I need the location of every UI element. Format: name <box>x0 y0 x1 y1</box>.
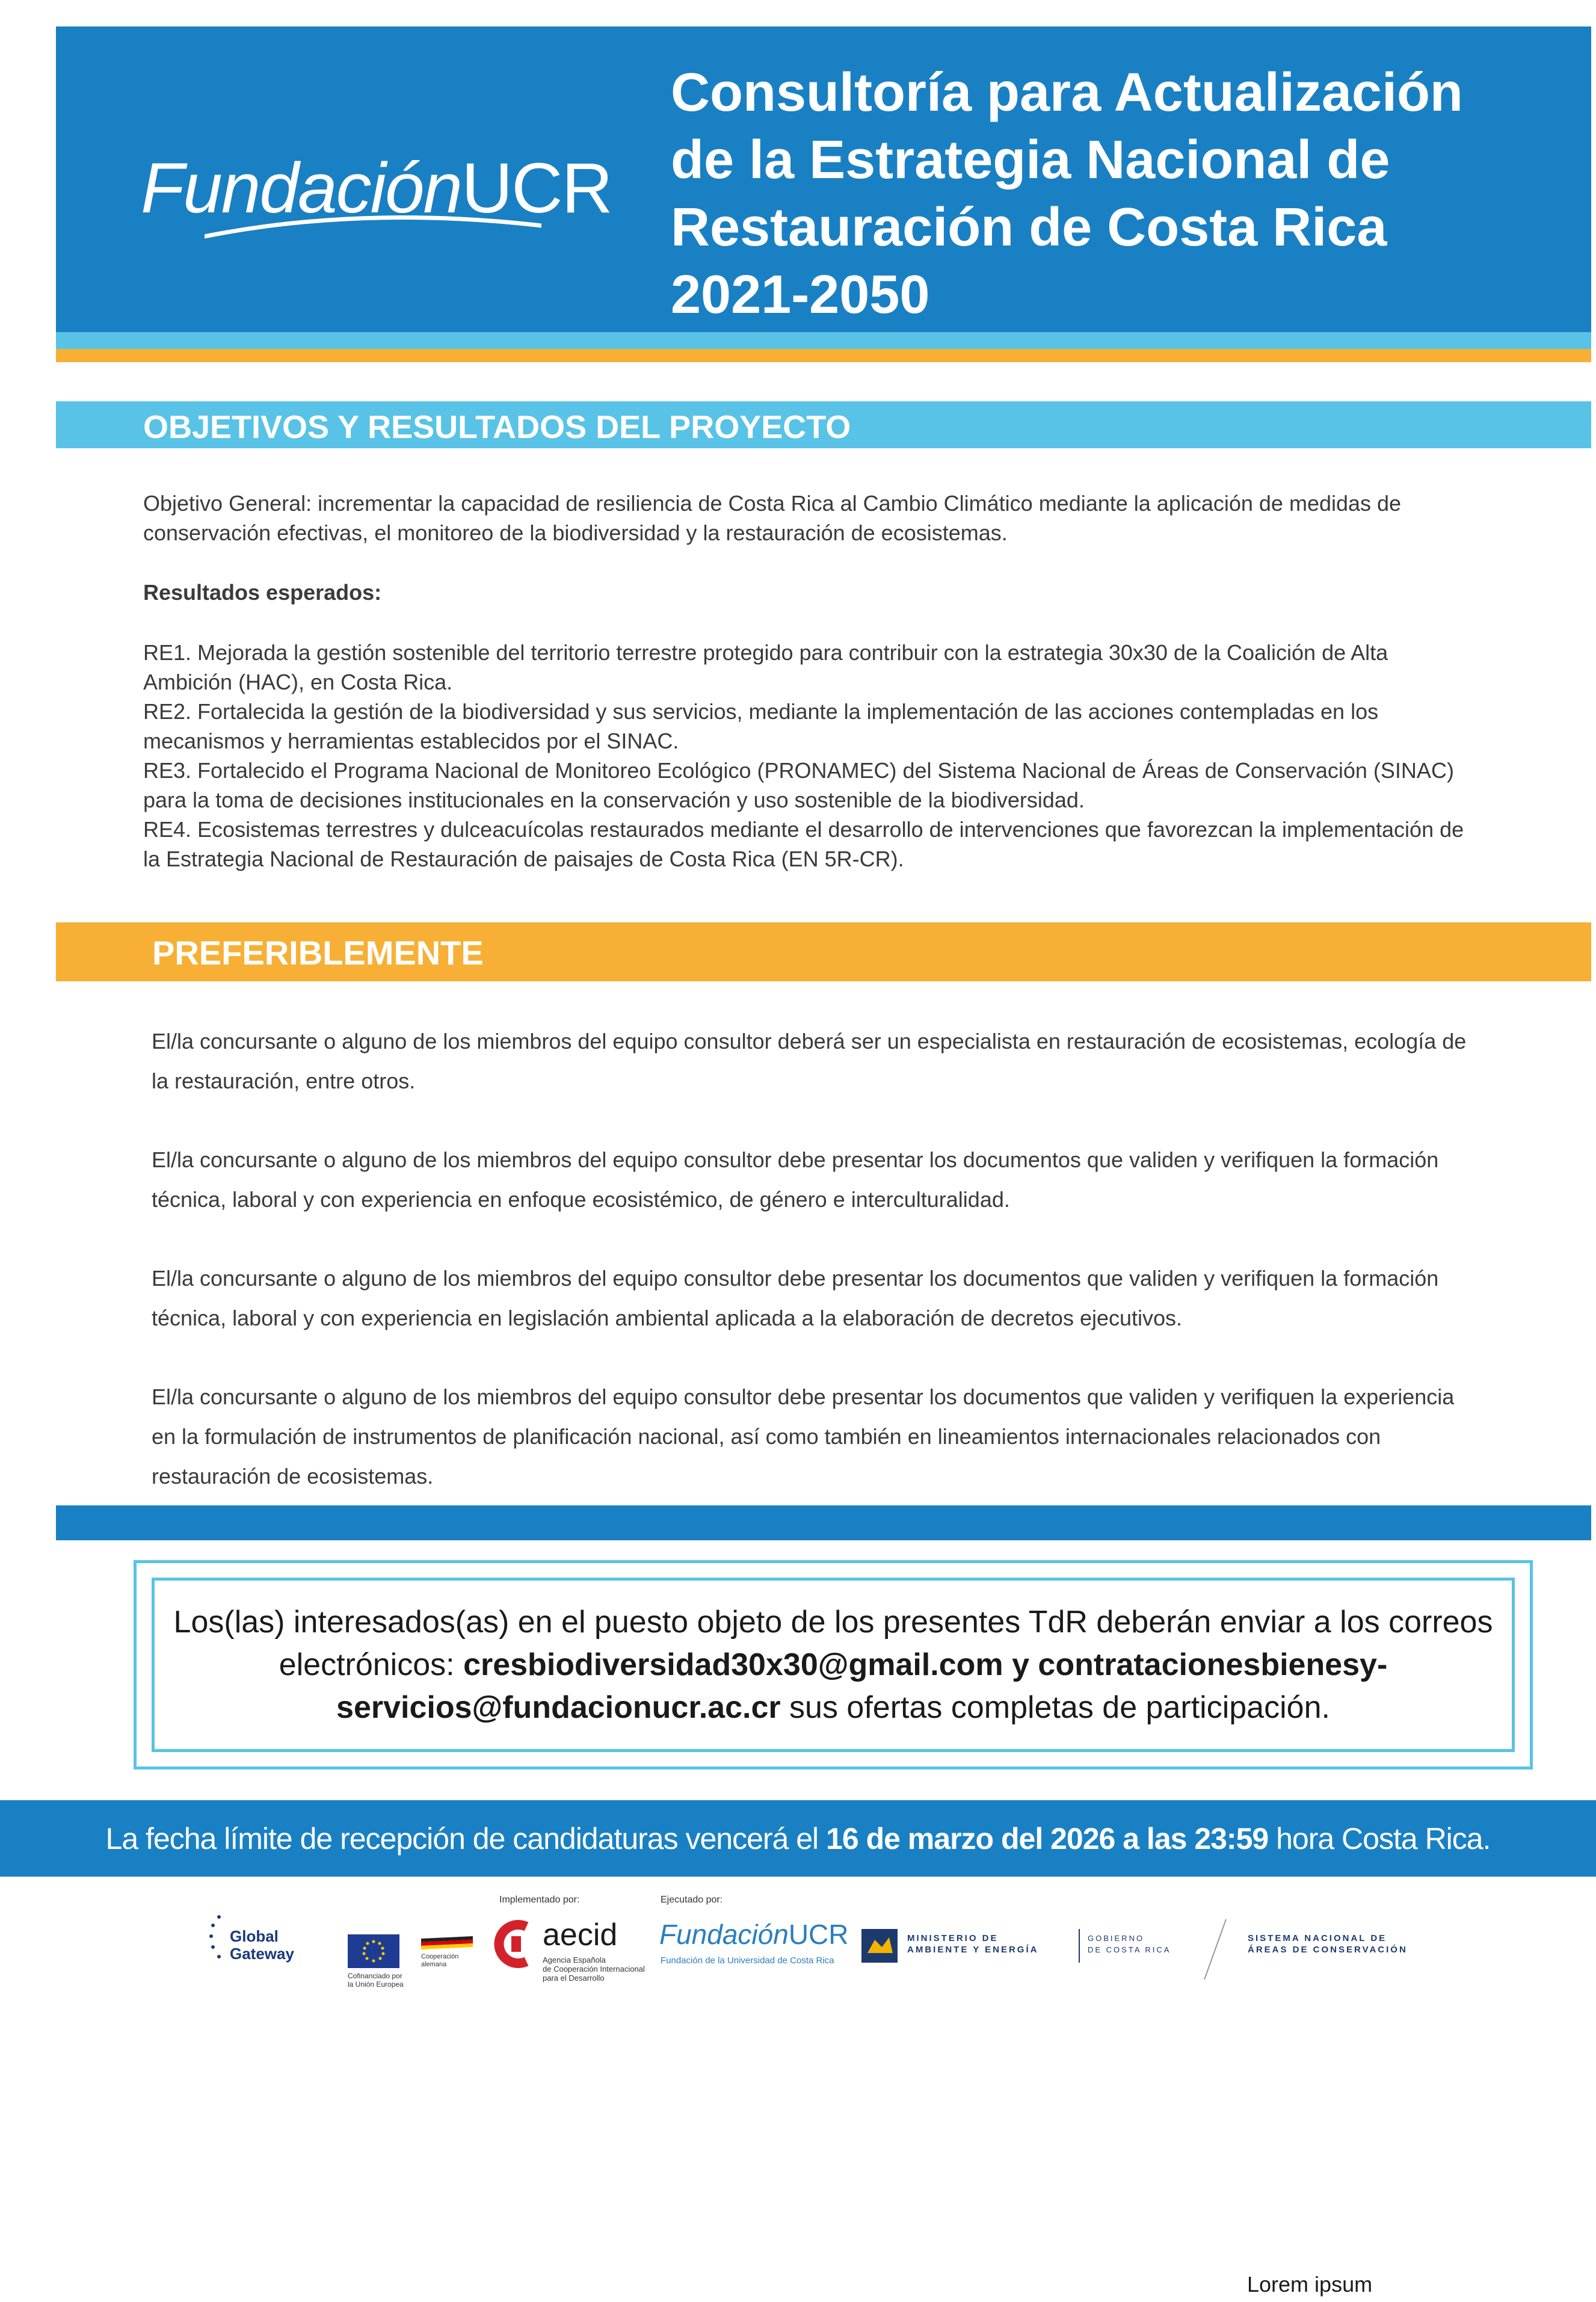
aecid-caption-line: Agencia Española <box>543 1955 606 1964</box>
fucr-small-word: Fundación <box>659 1919 789 1950</box>
section-heading-preferiblemente: PREFERIBLEMENTE <box>152 934 484 972</box>
german-flag-icon <box>421 1936 473 1949</box>
gobierno-text <box>1088 1933 1171 1955</box>
results-title: Resultados esperados: <box>143 580 382 605</box>
section-bar-objetivos <box>56 401 1591 448</box>
eu-caption-line: Cofinanciado por <box>348 1972 402 1980</box>
gobierno-line: GOBIERNO <box>1088 1934 1145 1943</box>
logo-swoosh-icon <box>205 208 541 244</box>
eu-caption <box>348 1972 404 1989</box>
implementado-label: Implementado por: <box>499 1895 580 1905</box>
result-item: RE1. Mejorada la gestión sostenible del territorio terrestre protegido para contribuir con la estrategia 30x30 de la Coalición de Alta Ambición (HAC), en Costa Rica. <box>143 640 1388 694</box>
contact-emails: cresbiodiversidad30x30@gmail.com y contratacionesbienesy-servicios@fundacionucr.ac.cr <box>336 1647 1388 1725</box>
deadline-bar <box>0 1800 1596 1877</box>
sinac-slash-icon <box>1203 1918 1227 1981</box>
eu-caption-line: la Unión Europea <box>348 1980 404 1989</box>
ejecutado-label: Ejecutado por: <box>661 1895 723 1905</box>
sinac-line: SISTEMA NACIONAL DE <box>1248 1933 1387 1943</box>
header-stripe-light <box>56 332 1591 349</box>
title-line: Consultoría para Actualización <box>671 63 1463 123</box>
preferiblemente-item: El/la concursante o alguno de los miembros del equipo consultor debe presentar los documentos que validen y verifiquen la experiencia en la formulación de instrumentos de planificación nacional, así como también en lineamientos internacionales relacionados con restauración de ecosistemas. <box>152 1384 1455 1489</box>
sinac-text <box>1248 1933 1408 1955</box>
global-gateway-line: Global <box>230 1927 279 1945</box>
preferiblemente-item: El/la concursante o alguno de los miembros del equipo consultor debe presentar los documentos que validen y verifiquen la formación técnica, laboral y con experiencia en legislación ambiental aplicada a la elaboración de decretos ejecutivos. <box>152 1266 1439 1330</box>
aecid-emblem-icon <box>493 1918 535 1970</box>
aecid-caption-line: para el Desarrollo <box>543 1973 605 1983</box>
objective-general: Objetivo General: incrementar la capacidad de resiliencia de Costa Rica al Cambio Climático mediante la aplicación de medidas de conservación efectivas, el monitoreo de la biodiversidad y la restauración de ecosistemas. <box>143 491 1402 545</box>
german-caption-line: alemana <box>421 1961 447 1968</box>
divider-bar <box>56 1505 1591 1540</box>
lorem-text: Lorem ipsum <box>1247 2272 1373 2297</box>
aecid-caption <box>543 1955 645 1983</box>
logo-word-fundacion: Fundación <box>141 149 462 228</box>
german-caption <box>421 1953 458 1969</box>
contact-text <box>171 1601 1495 1729</box>
page-title <box>671 59 1573 329</box>
global-gateway-logo <box>230 1928 294 1963</box>
global-gateway-line: Gateway <box>230 1945 294 1963</box>
deadline-text <box>106 1821 1491 1856</box>
result-item: RE2. Fortalecida la gestión de la biodiversidad y sus servicios, mediante la implementación de las acciones contempladas en los mecanismos y herramientas establecidos por el SINAC. <box>143 699 1379 753</box>
fucr-small-word: UCR <box>788 1919 849 1950</box>
title-line: 2021-2050 <box>671 265 930 325</box>
aecid-caption-line: de Cooperación Internacional <box>543 1964 645 1973</box>
aecid-logo: aecid <box>543 1918 618 1952</box>
deadline-date: 16 de marzo del 2026 a las 23:59 <box>826 1821 1269 1856</box>
header-stripe-orange <box>56 349 1591 362</box>
results-list <box>143 638 1467 874</box>
minae-text <box>907 1933 1038 1955</box>
eu-flag-icon <box>348 1934 399 1968</box>
deadline-suffix: hora Costa Rica. <box>1268 1821 1491 1856</box>
minae-line: MINISTERIO DE <box>907 1933 999 1943</box>
preferiblemente-item: El/la concursante o alguno de los miembros del equipo consultor debe presentar los documentos que validen y verifiquen la formación técnica, laboral y con experiencia en enfoque ecosistémico, de género e interculturalidad. <box>152 1147 1439 1212</box>
contact-outro: sus ofertas completas de participación. <box>780 1689 1330 1725</box>
german-caption-line: Cooperación <box>421 1953 459 1960</box>
logo-word-ucr: UCR <box>461 149 612 228</box>
title-line: Restauración de Costa Rica <box>671 197 1387 258</box>
section-bar-preferiblemente <box>56 922 1591 981</box>
result-item: RE3. Fortalecido el Programa Nacional de Monitoreo Ecológico (PRONAMEC) del Sistema Nacional de Áreas de Conservación (SINAC) para la toma de decisiones institucionales en la conservación y uso sostenible de la biodiversidad. <box>143 758 1454 812</box>
global-gateway-stars-icon <box>209 1913 229 1964</box>
deadline-prefix: La fecha límite de recepción de candidaturas vencerá el <box>105 1821 827 1856</box>
minae-line: AMBIENTE Y ENERGÍA <box>907 1945 1039 1955</box>
gobierno-line: DE COSTA RICA <box>1088 1945 1171 1954</box>
preferiblemente-item: El/la concursante o alguno de los miembros del equipo consultor deberá ser un especialista en restauración de ecosistemas, ecología de la restauración, entre otros. <box>152 1029 1467 1093</box>
minae-emblem-icon <box>861 1929 898 1963</box>
fucr-caption: Fundación de la Universidad de Costa Rica <box>661 1955 834 1966</box>
fucr-small-logo <box>659 1918 849 1951</box>
section-heading-objetivos: OBJETIVOS Y RESULTADOS DEL PROYECTO <box>143 409 851 445</box>
result-item: RE4. Ecosistemas terrestres y dulceacuícolas restaurados mediante el desarrollo de intervenciones que favorezcan la implementación de la Estrategia Nacional de Restauración de paisajes de Costa Rica (EN 5R-CR). <box>143 817 1464 871</box>
sinac-line: ÁREAS DE CONSERVACIÓN <box>1248 1945 1408 1955</box>
contact-box <box>152 1578 1515 1752</box>
contact-intro: Los(las) interesados(as) en el puesto objeto de los presentes TdR deberán enviar a los correos electrónicos: <box>173 1604 1493 1682</box>
minae-divider <box>1079 1929 1080 1963</box>
title-line: de la Estrategia Nacional de <box>671 130 1390 190</box>
